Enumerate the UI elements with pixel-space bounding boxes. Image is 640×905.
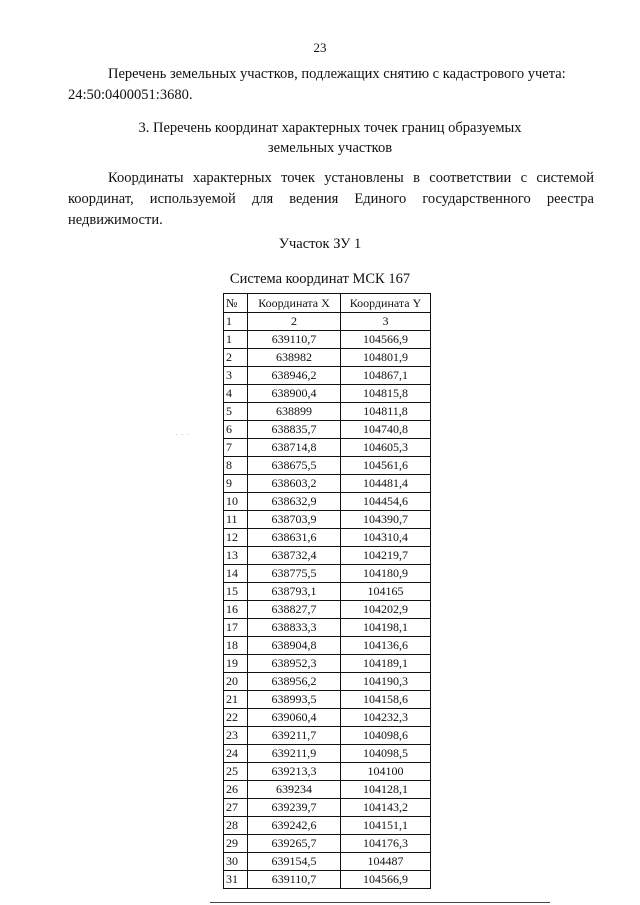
cell-y: 104158,6 (341, 691, 431, 709)
cell-number: 10 (224, 493, 248, 511)
cell-x: 638946,2 (248, 367, 341, 385)
cell-number: 3 (224, 367, 248, 385)
cell-number: 8 (224, 457, 248, 475)
index-cell-number: 1 (224, 313, 248, 331)
cell-y: 104454,6 (341, 493, 431, 511)
cell-y: 104390,7 (341, 511, 431, 529)
cell-number: 21 (224, 691, 248, 709)
cell-x: 638631,6 (248, 529, 341, 547)
cell-x: 638952,3 (248, 655, 341, 673)
table-row (224, 691, 431, 709)
cell-x: 638900,4 (248, 385, 341, 403)
cell-number: 7 (224, 439, 248, 457)
cell-y: 104867,1 (341, 367, 431, 385)
cell-number: 23 (224, 727, 248, 745)
cell-x: 638732,4 (248, 547, 341, 565)
scan-artifact: · · · (175, 431, 191, 439)
cell-x: 638982 (248, 349, 341, 367)
cell-y: 104219,7 (341, 547, 431, 565)
table-row (224, 349, 431, 367)
cell-number: 31 (224, 871, 248, 889)
cell-number: 2 (224, 349, 248, 367)
cell-x: 638904,8 (248, 637, 341, 655)
table-row (224, 331, 431, 349)
cell-x: 639110,7 (248, 871, 341, 889)
cell-number: 29 (224, 835, 248, 853)
table-row (224, 421, 431, 439)
table-row (224, 601, 431, 619)
table-row (224, 745, 431, 763)
header-number: № (224, 294, 248, 313)
cell-x: 638956,2 (248, 673, 341, 691)
cell-y: 104566,9 (341, 871, 431, 889)
table-row (224, 619, 431, 637)
cell-y: 104098,5 (341, 745, 431, 763)
cell-number: 12 (224, 529, 248, 547)
cell-y: 104566,9 (341, 331, 431, 349)
cell-y: 104605,3 (341, 439, 431, 457)
cell-x: 638833,3 (248, 619, 341, 637)
page-number: 23 (313, 40, 327, 55)
table-row (224, 565, 431, 583)
cell-y: 104098,6 (341, 727, 431, 745)
cell-x: 639110,7 (248, 331, 341, 349)
cell-y: 104815,8 (341, 385, 431, 403)
cell-number: 17 (224, 619, 248, 637)
cell-x: 638775,5 (248, 565, 341, 583)
table-row (224, 403, 431, 421)
table-row (224, 655, 431, 673)
table-row (224, 457, 431, 475)
table-row (224, 835, 431, 853)
cell-number: 30 (224, 853, 248, 871)
cell-y: 104487 (341, 853, 431, 871)
table-row (224, 547, 431, 565)
cell-x: 638714,8 (248, 439, 341, 457)
cell-x: 639265,7 (248, 835, 341, 853)
cell-y: 104310,4 (341, 529, 431, 547)
cell-y: 104481,4 (341, 475, 431, 493)
cell-x: 638793,1 (248, 583, 341, 601)
table-title: Система координат МСК 167 (229, 271, 411, 287)
header-y: Координата Y (341, 294, 431, 313)
cell-number: 25 (224, 763, 248, 781)
cell-x: 639213,3 (248, 763, 341, 781)
table-row (224, 853, 431, 871)
table-index-row (224, 313, 431, 331)
cell-x: 638632,9 (248, 493, 341, 511)
intro-line2: 24:50:0400051:3680. (68, 87, 193, 103)
cell-y: 104190,3 (341, 673, 431, 691)
cell-number: 11 (224, 511, 248, 529)
table-row (224, 673, 431, 691)
cell-number: 26 (224, 781, 248, 799)
cell-x: 639234 (248, 781, 341, 799)
cell-number: 9 (224, 475, 248, 493)
table-row (224, 493, 431, 511)
cell-y: 104189,1 (341, 655, 431, 673)
cell-x: 638703,9 (248, 511, 341, 529)
index-cell-y: 3 (341, 313, 431, 331)
section-heading-line2: земельных участков (267, 140, 393, 156)
cell-x: 638675,5 (248, 457, 341, 475)
table-row (224, 763, 431, 781)
table-row (224, 511, 431, 529)
cell-x: 639211,9 (248, 745, 341, 763)
cell-x: 639239,7 (248, 799, 341, 817)
cell-y: 104811,8 (341, 403, 431, 421)
cell-number: 4 (224, 385, 248, 403)
cell-x: 638827,7 (248, 601, 341, 619)
plot-title: Участок ЗУ 1 (278, 236, 362, 252)
cell-y: 104165 (341, 583, 431, 601)
cell-y: 104198,1 (341, 619, 431, 637)
table-row (224, 367, 431, 385)
cell-number: 20 (224, 673, 248, 691)
section-heading (60, 118, 600, 158)
cell-x: 639154,5 (248, 853, 341, 871)
cell-number: 28 (224, 817, 248, 835)
bottom-rule (210, 902, 550, 903)
cell-x: 638993,5 (248, 691, 341, 709)
table-header-row (224, 294, 431, 313)
section-heading-line1: 3. Перечень координат характерных точек границ образуемых (138, 120, 522, 136)
cell-y: 104180,9 (341, 565, 431, 583)
cell-y: 104151,1 (341, 817, 431, 835)
cell-x: 639060,4 (248, 709, 341, 727)
cell-number: 15 (224, 583, 248, 601)
cell-number: 19 (224, 655, 248, 673)
table-row (224, 385, 431, 403)
cell-x: 638835,7 (248, 421, 341, 439)
cell-number: 5 (224, 403, 248, 421)
table-row (224, 475, 431, 493)
cell-y: 104100 (341, 763, 431, 781)
cell-y: 104740,8 (341, 421, 431, 439)
table-row (224, 439, 431, 457)
table-row (224, 529, 431, 547)
table-row (224, 799, 431, 817)
cell-number: 22 (224, 709, 248, 727)
section-paragraph: Координаты характерных точек установлены в соответствии с системой координат, используемой для ведения Единого государственного реестра недвижимости. (68, 170, 594, 228)
cell-x: 638603,2 (248, 475, 341, 493)
index-cell-x: 2 (248, 313, 341, 331)
cell-y: 104801,9 (341, 349, 431, 367)
table-row (224, 727, 431, 745)
cell-number: 1 (224, 331, 248, 349)
cell-y: 104232,3 (341, 709, 431, 727)
cell-x: 639242,6 (248, 817, 341, 835)
table-row (224, 637, 431, 655)
cell-x: 639211,7 (248, 727, 341, 745)
intro-paragraph (68, 64, 596, 106)
header-x: Координата X (248, 294, 341, 313)
table-row (224, 817, 431, 835)
cell-y: 104136,6 (341, 637, 431, 655)
table-row (224, 781, 431, 799)
cell-x: 638899 (248, 403, 341, 421)
cell-number: 27 (224, 799, 248, 817)
cell-y: 104202,9 (341, 601, 431, 619)
coordinates-table (223, 293, 431, 889)
table-row (224, 583, 431, 601)
cell-number: 24 (224, 745, 248, 763)
cell-number: 14 (224, 565, 248, 583)
cell-y: 104176,3 (341, 835, 431, 853)
cell-number: 13 (224, 547, 248, 565)
cell-number: 16 (224, 601, 248, 619)
cell-number: 6 (224, 421, 248, 439)
cell-number: 18 (224, 637, 248, 655)
table-row (224, 709, 431, 727)
intro-line1: Перечень земельных участков, подлежащих снятию с кадастрового учета: (108, 66, 566, 82)
cell-y: 104143,2 (341, 799, 431, 817)
cell-y: 104561,6 (341, 457, 431, 475)
cell-y: 104128,1 (341, 781, 431, 799)
table-row (224, 871, 431, 889)
